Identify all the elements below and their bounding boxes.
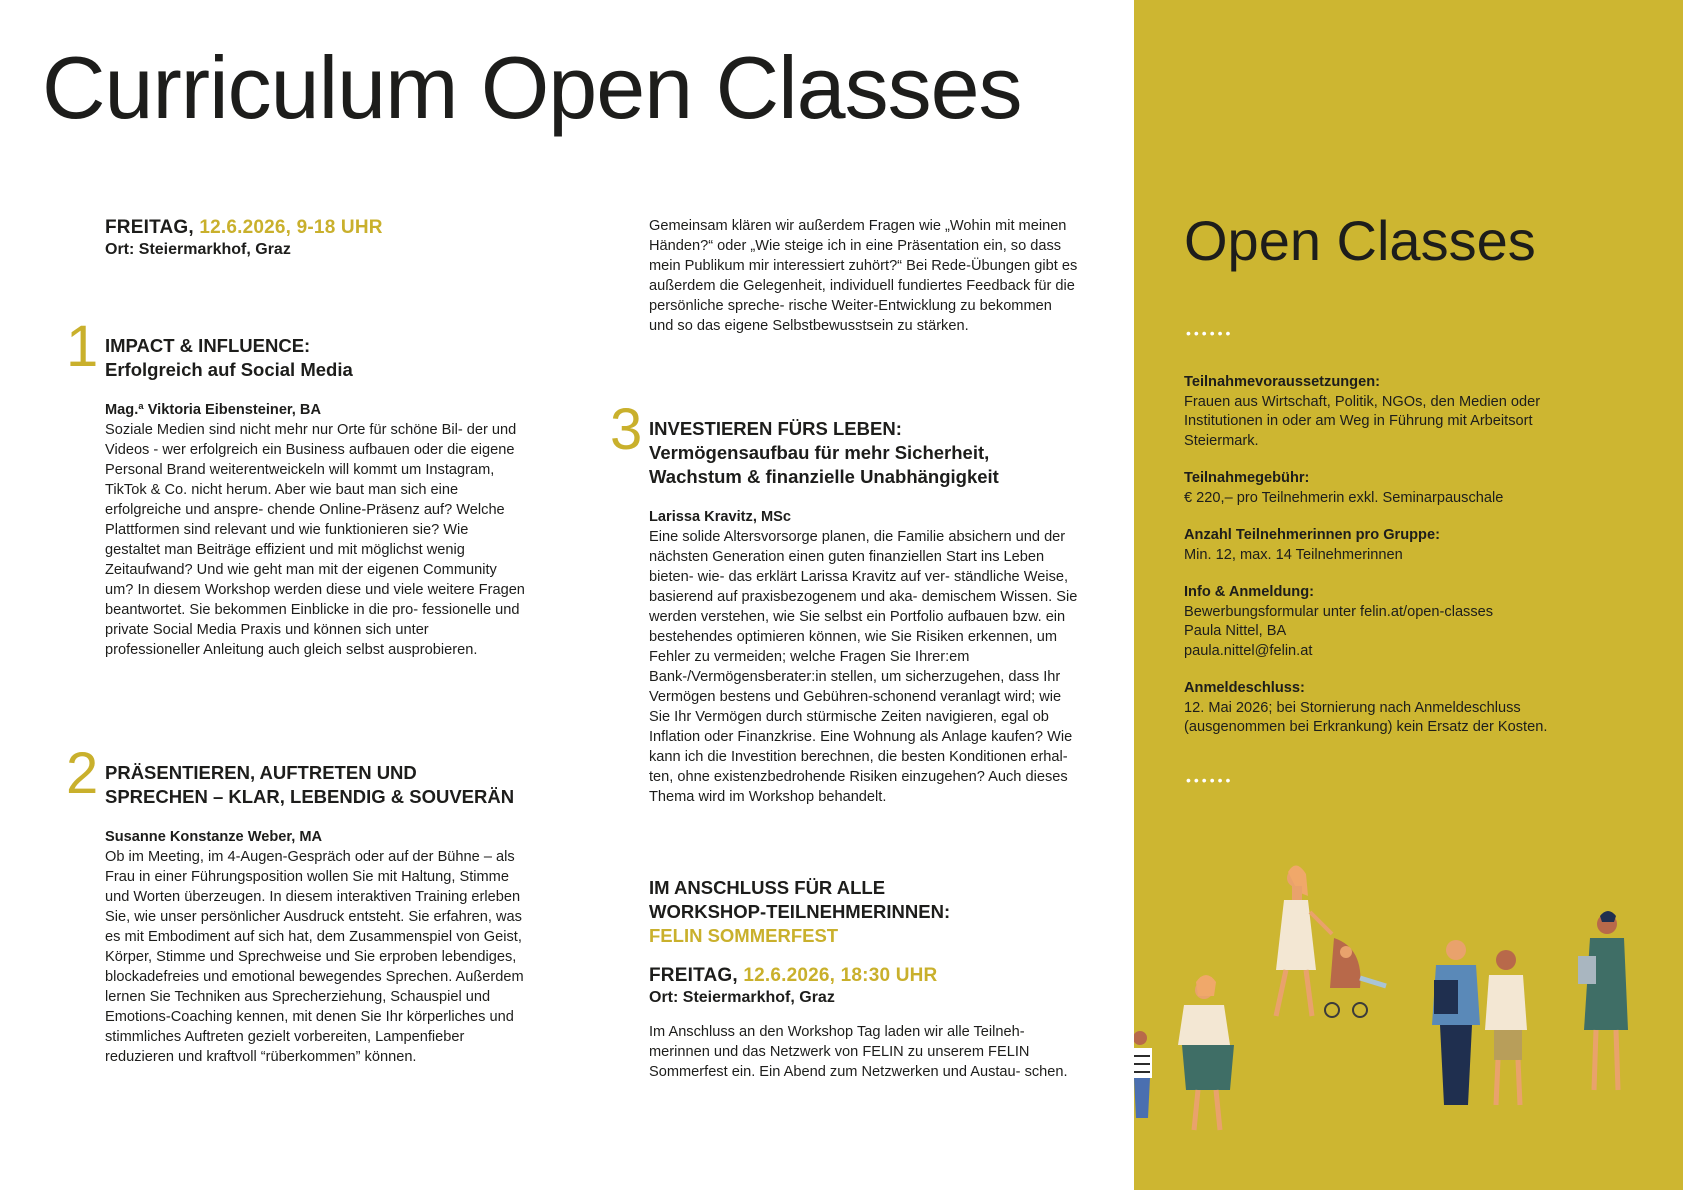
section-3 bbox=[649, 417, 1079, 807]
info-value: Bewerbungsformular unter felin.at/open-classes bbox=[1184, 603, 1494, 620]
afterparty-heading-accent: FELIN SOMMERFEST bbox=[649, 925, 839, 946]
afterparty-date-time: 12.6.2026, 18:30 UHR bbox=[743, 965, 938, 986]
section-2-number: 2 bbox=[66, 741, 99, 806]
event-date-time: 12.6.2026, 9-18 UHR bbox=[199, 217, 383, 238]
info-label: Teilnahmevoraussetzungen: bbox=[1184, 374, 1380, 390]
afterparty-date-line bbox=[649, 964, 1079, 988]
section-2-title: PRÄSENTIEREN, AUFTRETEN UND bbox=[105, 762, 417, 783]
afterparty-text: Im Anschluss an den Workshop Tag laden wir alle Teilneh- merinnen und das Netzwerk von FELIN zu unserem FELIN Sommerfest ein. Ein Abend zum Netzwerken und Austau- schen. bbox=[649, 1024, 1068, 1080]
afterparty bbox=[649, 876, 1079, 1082]
info-value: Frauen aus Wirtschaft, Politik, NGOs, den Medien oder Institutionen in oder am Weg in Führung mit Arbeitsort Steiermark. bbox=[1184, 393, 1541, 449]
section-3-number: 3 bbox=[610, 397, 643, 462]
afterparty-location: Ort: Steiermarkhof, Graz bbox=[649, 989, 835, 1006]
woman-with-child-figure bbox=[1134, 975, 1234, 1130]
info-requirements bbox=[1184, 373, 1604, 451]
info-list bbox=[1184, 373, 1604, 756]
info-deadline bbox=[1184, 679, 1604, 738]
section-1-subtitle: Erfolgreich auf Social Media bbox=[105, 359, 353, 380]
afterparty-day: FREITAG, bbox=[649, 965, 738, 986]
people-illustration bbox=[1134, 860, 1683, 1190]
title-strong: Curriculum bbox=[42, 38, 458, 137]
event-location: Ort: Steiermarkhof, Graz bbox=[105, 241, 291, 258]
contact-email[interactable]: paula.nittel@felin.at bbox=[1184, 642, 1313, 659]
info-value: Min. 12, max. 14 Teilnehmerinnen bbox=[1184, 546, 1403, 563]
info-label: Info & Anmeldung: bbox=[1184, 584, 1314, 600]
afterparty-heading-2: WORKSHOP-TEILNEHMERINNEN: bbox=[649, 901, 951, 922]
contact-name: Paula Nittel, BA bbox=[1184, 623, 1287, 639]
info-value: 12. Mai 2026; bei Stornierung nach Anmeldeschluss (ausgenommen bei Erkrankung) kein Ersatz der Kosten. bbox=[1184, 699, 1548, 735]
section-3-subtitle: Vermögensaufbau für mehr Sicherheit, Wachstum & finanzielle Unabhängigkeit bbox=[649, 442, 999, 487]
info-label: Anzahl Teilnehmerinnen pro Gruppe: bbox=[1184, 527, 1440, 543]
page-title bbox=[42, 40, 1022, 137]
section-2-subtitle: SPRECHEN – KLAR, LEBENDIG & SOUVERÄN bbox=[105, 786, 515, 807]
couple-figure bbox=[1432, 940, 1527, 1105]
info-registration bbox=[1184, 583, 1604, 661]
event-info bbox=[105, 216, 525, 260]
title-light: Open Classes bbox=[480, 38, 1022, 137]
event-day: FREITAG, bbox=[105, 217, 194, 238]
person-with-phone-figure bbox=[1578, 911, 1628, 1090]
dots-divider-bottom: •••••• bbox=[1186, 772, 1234, 788]
section-1-title: IMPACT & INFLUENCE: bbox=[105, 335, 311, 356]
event-date-line bbox=[105, 216, 525, 240]
sidebar-title: Open Classes bbox=[1184, 209, 1536, 272]
section-3-title: INVESTIEREN FÜRS LEBEN: bbox=[649, 418, 902, 439]
woman-with-stroller-figure bbox=[1276, 865, 1386, 1017]
section-1-number: 1 bbox=[66, 314, 99, 379]
section-3-text: Eine solide Altersvorsorge planen, die Familie absichern und der nächsten Generation einen guten finanziellen Start ins Leben bieten- wie- das erklärt Larissa Kravitz auf ver- ständliche Weise, basierend auf praxisbezogenem und aka- demischem Wissen. Sie werden verstehen, wie Sie selbst ein Portfolio aufbauen bzw. ein bestehendes optimieren können, wie Sie Risiken erkennen, um Fehler zu vermeiden; welche Fragen Sie Ihrer:em Bank-/Vermögensberater:in stellen, um sicherzugehen, dass Ihr Vermögen bestens und Gebühren-schonend veranlagt wird; wie Sie Ihr Vermögen durch stürmische Zeiten navigieren, egal ob Inflation oder Finanzkrise. Eine Wohnung als Anlage kaufen? Wie kann ich die Investition berechnen, die besten Konditionen erhal- ten, ohne existenzbedrohende Risiken einzugehen? Auch dieses Thema wird im Workshop behandelt. bbox=[649, 529, 1078, 805]
info-label: Teilnahmegebühr: bbox=[1184, 470, 1310, 486]
info-fee bbox=[1184, 469, 1604, 508]
info-group-size bbox=[1184, 526, 1604, 565]
section-2-continued bbox=[649, 216, 1079, 336]
section-3-speaker: Larissa Kravitz, MSc bbox=[649, 509, 791, 525]
sidebar bbox=[1134, 0, 1683, 1190]
dots-divider-top: •••••• bbox=[1186, 325, 1234, 341]
section-2-continued-text: Gemeinsam klären wir außerdem Fragen wie „Wohin mit meinen Händen?“ oder „Wie steige ich in eine Präsentation ein, so dass mein Publikum mir interessiert zuhört?“ Bei Rede-Übungen gibt es außerdem die Gelegenheit, individuell fundiertes Feedback für die persönliche spreche- rische Weiter-Entwicklung zu bekommen und so das eigene Selbstbewusstsein zu stärken. bbox=[649, 218, 1078, 334]
section-2-text: Ob im Meeting, im 4-Augen-Gespräch oder auf der Bühne – als Frau in einer Führungsposition wollen Sie mit Haltung, Stimme und Worten überzeugen. In diesem interaktiven Training erleben Sie, wie unser persönlicher Ausdruck entsteht. Sie erfahren, was es mit Embodiment auf sich hat, dem Zusammenspiel von Geist, Körper, Stimme und Sprechweise und Sie erproben lebendiges, blockadefreies und emotional bewegendes Sprechen. Außerdem lernen Sie Techniken aus Sprecherziehung, Schauspiel und Emotions-Coaching kennen, mit denen Sie Ihr körperliches und stimmliches Auftreten gezielt vorbereiten, Lampenfieber reduzieren und kraftvoll “rüberkommen” können. bbox=[105, 849, 524, 1065]
info-value: € 220,– pro Teilnehmerin exkl. Seminarpauschale bbox=[1184, 489, 1504, 506]
section-1-text: Soziale Medien sind nicht mehr nur Orte für schöne Bil- der und Videos - wer erfolgreich ein Business aufbauen oder die eigene Personal Brand weiterentweickeln will kommt um Instagram, TikTok & Co. nicht herum. Aber wie baut man sich eine erfolgreiche und anspre- chende Online-Präsenz auf? Welche Plattformen sind relevant und wie funktionieren sie? Wie gestaltet man Beiträge effizient und mit möglichst wenig Zeitaufwand? Und wie geht man mit der eigenen Community um? In diesem Workshop werden diese und viele weitere Fragen beantwortet. Sie bekommen Einblicke in die pro- fessionelle und private Social Media Praxis und können sich unter professioneller Anleitung auch gleich selbst ausprobieren. bbox=[105, 422, 525, 658]
section-1-speaker: Mag.ª Viktoria Eibensteiner, BA bbox=[105, 402, 321, 418]
afterparty-heading-1: IM ANSCHLUSS FÜR ALLE bbox=[649, 877, 886, 898]
section-1 bbox=[105, 334, 525, 660]
info-label: Anmeldeschluss: bbox=[1184, 680, 1305, 696]
section-2-speaker: Susanne Konstanze Weber, MA bbox=[105, 829, 323, 845]
section-2 bbox=[105, 761, 525, 1067]
